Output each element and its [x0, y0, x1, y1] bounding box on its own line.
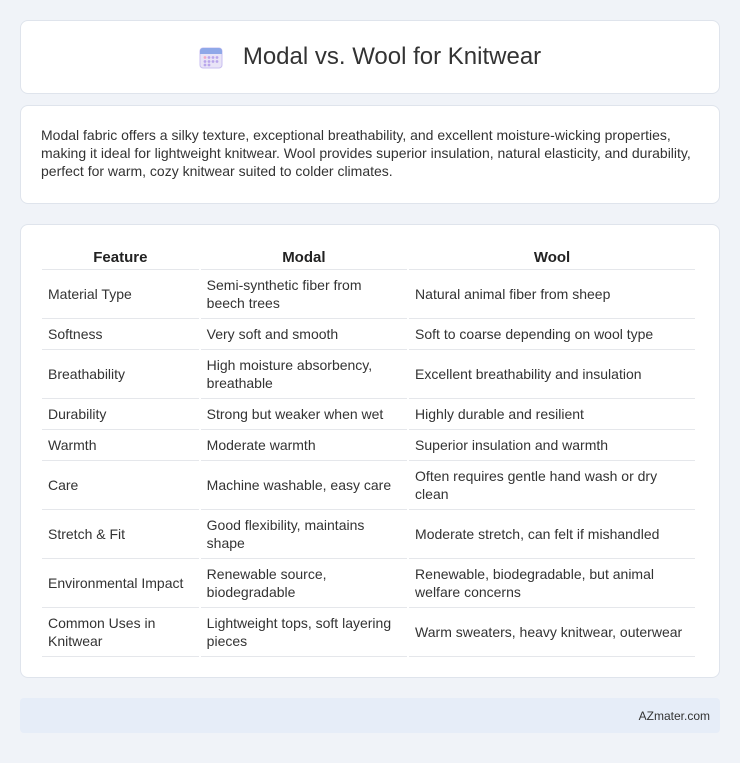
- footer: [20, 698, 720, 733]
- table-header-row: [42, 247, 695, 270]
- table-row: [42, 461, 695, 510]
- wool-cell: Renewable, biodegradable, but animal welfare concerns: [409, 559, 695, 608]
- description-text: Modal fabric offers a silky texture, exceptional breathability, and excellent moisture-wicking properties, making it ideal for lightweight knitwear. Wool provides superior insulation, natural elasticity, and durability, perfect for warm, cozy knitwear suited to colder climates.: [41, 127, 691, 180]
- modal-cell: Machine washable, easy care: [201, 461, 407, 510]
- comparison-table-card: [20, 224, 720, 678]
- header-feature: Feature: [42, 247, 199, 270]
- wool-cell: Warm sweaters, heavy knitwear, outerwear: [409, 608, 695, 657]
- table-row: [42, 319, 695, 350]
- modal-cell: Semi-synthetic fiber from beech trees: [201, 270, 407, 319]
- table-row: [42, 350, 695, 399]
- table-row: [42, 430, 695, 461]
- wool-cell: Soft to coarse depending on wool type: [409, 319, 695, 350]
- modal-cell: Good flexibility, maintains shape: [201, 510, 407, 559]
- modal-cell: Renewable source, biodegradable: [201, 559, 407, 608]
- modal-cell: High moisture absorbency, breathable: [201, 350, 407, 399]
- feature-cell: Durability: [42, 399, 199, 430]
- feature-cell: Material Type: [42, 270, 199, 319]
- description-card: [20, 105, 720, 204]
- feature-cell: Warmth: [42, 430, 199, 461]
- modal-cell: Lightweight tops, soft layering pieces: [201, 608, 407, 657]
- wool-cell: Natural animal fiber from sheep: [409, 270, 695, 319]
- header-modal: Modal: [201, 247, 407, 270]
- feature-cell: Environmental Impact: [42, 559, 199, 608]
- feature-cell: Care: [42, 461, 199, 510]
- table-row: [42, 608, 695, 657]
- wool-cell: Superior insulation and warmth: [409, 430, 695, 461]
- table-row: [42, 270, 695, 319]
- modal-cell: Very soft and smooth: [201, 319, 407, 350]
- modal-cell: Strong but weaker when wet: [201, 399, 407, 430]
- feature-cell: Softness: [42, 319, 199, 350]
- footer-brand-link[interactable]: AZmater.com: [638, 708, 710, 723]
- feature-cell: Common Uses in Knitwear: [42, 608, 199, 657]
- table-row: [42, 510, 695, 559]
- table-row: [42, 399, 695, 430]
- wool-cell: Excellent breathability and insulation: [409, 350, 695, 399]
- feature-cell: Breathability: [42, 350, 199, 399]
- wool-cell: Highly durable and resilient: [409, 399, 695, 430]
- table-row: [42, 559, 695, 608]
- calendar-icon: [199, 45, 223, 69]
- header-wool: Wool: [409, 247, 695, 270]
- title-card: [20, 20, 720, 94]
- wool-cell: Moderate stretch, can felt if mishandled: [409, 510, 695, 559]
- wool-cell: Often requires gentle hand wash or dry clean: [409, 461, 695, 510]
- page-title: Modal vs. Wool for Knitwear: [242, 43, 542, 70]
- comparison-table: [40, 247, 697, 657]
- modal-cell: Moderate warmth: [201, 430, 407, 461]
- feature-cell: Stretch & Fit: [42, 510, 199, 559]
